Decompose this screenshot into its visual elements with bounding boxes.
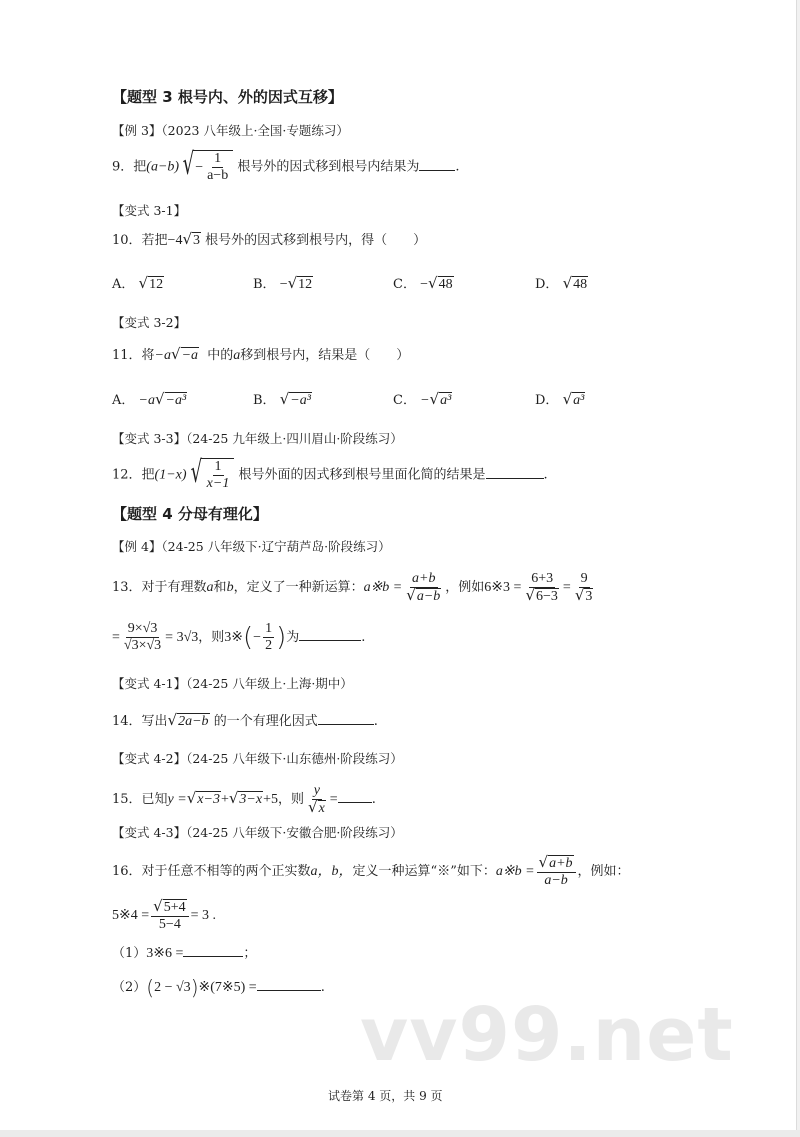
numerator: 1 [265, 621, 273, 636]
variant-4-3-tag: 【变式 4-3】（24-25 八年级下·安徽合肥·阶段练习） [112, 825, 403, 840]
option-label: D． [535, 277, 559, 292]
numerator: a+b [412, 570, 436, 586]
denominator: 5−4 [158, 916, 181, 932]
watermark: vv99.net [360, 992, 734, 1078]
variable: b [226, 580, 234, 595]
question-text: ，则 [198, 630, 225, 645]
option-d[interactable]: D． √ a³ [535, 390, 585, 408]
variant-3-3-tag: 【变式 3-3】（24-25 九年级上·四川眉山·阶段练习） [112, 431, 403, 446]
option-label: A． [112, 277, 135, 292]
radicand: −a [181, 348, 199, 363]
question-number: 10．若把 [112, 233, 168, 248]
question-number: 16．对于任意不相等的两个正实数 [112, 864, 311, 879]
question-number: 9．把 [112, 159, 147, 175]
sign: − [420, 277, 428, 292]
radicand: 3−x [239, 792, 263, 807]
coefficient: −a [154, 348, 171, 363]
numerator: 6+3 [531, 570, 554, 586]
question-number: 15．已知 [112, 792, 168, 807]
example-3-tag: 【例 3】（2023 八年级上·全国·专题练习） [112, 123, 349, 138]
radicand: 12 [298, 277, 313, 292]
denominator: 2 [265, 638, 273, 653]
radicand: a−b [416, 588, 441, 604]
variant-3-1-tag: 【变式 3-1】 [112, 203, 187, 218]
denominator: a−b [207, 168, 229, 183]
option-b[interactable]: B． − √ 12 [253, 274, 313, 292]
factor: (1−x) [154, 467, 187, 483]
page-footer: 试卷第 4 页，共 9 页 [328, 1089, 443, 1103]
question-text: 根号外的因式移到根号内，得（ ） [205, 233, 427, 248]
radicand: 12 [149, 277, 164, 292]
radical: √ 3 [182, 230, 201, 248]
question-text: 移到根号内，结果是（ ） [240, 348, 410, 363]
coefficient: −4 [167, 233, 183, 248]
right-paren: ) [190, 975, 199, 1000]
question-16-line-2: 5※4 = √ 5+4 5−4 = 3 . [112, 896, 217, 932]
question-text: 定义一种运算“※”如下： [352, 864, 496, 879]
expression: (7※5) = [210, 980, 257, 995]
question-16-part-1 [112, 942, 256, 963]
radicand: a³ [573, 393, 585, 408]
numerator: 9 [580, 570, 588, 586]
radicand: 2a−b [178, 714, 209, 729]
question-11 [112, 347, 409, 365]
example-lhs: 6※3 = [484, 580, 522, 595]
numerator: 1 [214, 459, 222, 474]
option-d[interactable]: D． √ 48 [535, 274, 588, 292]
denominator: x−1 [206, 476, 230, 491]
question-10 [112, 232, 426, 250]
answer-blank[interactable] [486, 464, 544, 479]
result: = 3 . [190, 908, 217, 923]
section-heading-4: 【题型 4 分母有理化】 [112, 505, 268, 523]
question-text: 为 [286, 630, 300, 645]
question-12 [112, 455, 548, 493]
question-text: ，例如 [445, 580, 485, 595]
question-13-line-2 [112, 616, 365, 660]
period: . [543, 467, 548, 483]
period: . [371, 792, 376, 807]
part-label: （2） [112, 980, 147, 995]
radical: √ −a [171, 345, 199, 363]
radical: √ $\frac{1}{x-1}$ [187, 458, 235, 492]
radicand: 48 [573, 277, 588, 292]
option-c[interactable]: C． − √ a³ [393, 390, 452, 408]
question-text: 中的 [207, 348, 234, 363]
variant-4-2-tag: 【变式 4-2】（24-25 八年级下·山东德州·阶段练习） [112, 751, 403, 766]
period: . [320, 980, 325, 995]
operation: 3※ [224, 630, 244, 645]
conjunction: 和 [213, 580, 227, 595]
answer-blank[interactable] [299, 626, 361, 641]
right-paren: ) [276, 622, 287, 653]
radical: √ − $\frac{1}{a-b}$ [179, 150, 233, 184]
expression: 2 − √3 [154, 980, 191, 995]
question-text: ，则 [278, 792, 305, 807]
variant-3-2-tag: 【变式 3-2】 [112, 315, 187, 330]
numerator: y [313, 782, 321, 798]
left-paren: ( [243, 622, 254, 653]
question-number: 12．把 [112, 467, 155, 483]
answer-blank[interactable] [419, 156, 455, 171]
result: = 3√3 [165, 630, 199, 645]
option-a[interactable]: A． √ 12 [112, 274, 164, 292]
section-heading-3: 【题型 3 根号内、外的因式互移】 [112, 88, 343, 106]
question-text: 的一个有理化因式 [213, 714, 318, 729]
expression: 3※6 = [146, 946, 184, 961]
constant: +5 [263, 792, 278, 807]
option-label: D． [535, 393, 559, 408]
radicand: a³ [440, 393, 452, 408]
factor: (a−b) [146, 159, 180, 175]
option-label: C． [393, 393, 416, 408]
equals: = [112, 630, 120, 645]
variables: a，b， [310, 864, 353, 879]
variable: a [233, 348, 241, 363]
viewer-bottom-edge [0, 1130, 800, 1137]
denominator: a−b [544, 872, 568, 888]
variant-4-1-tag: 【变式 4-1】（24-25 八年级上·上海·期中） [112, 676, 353, 691]
radicand: x [318, 800, 325, 816]
example-lhs: 5※4 = [112, 908, 150, 923]
question-14: 14．写出 √ 2a−b 的一个有理化因式 . [112, 711, 378, 729]
radicand: 48 [438, 277, 453, 292]
option-label: B． [253, 393, 276, 408]
period: . [455, 159, 460, 175]
option-b[interactable]: B． √ −a³ [253, 390, 311, 408]
sign: −a [138, 393, 155, 408]
question-9 [112, 147, 460, 185]
question-16-line-1: 16．对于任意不相等的两个正实数a，b，定义一种运算“※”如下：a※b = √ a+b a−b ，例如： [112, 852, 630, 888]
question-text: ，例如： [577, 864, 630, 879]
lhs: y = [167, 792, 187, 807]
equals: = [329, 792, 338, 807]
variable: a [206, 580, 214, 595]
part-label: （1） [112, 946, 147, 961]
question-text: ，定义了一种新运算： [233, 580, 364, 595]
plus: + [220, 792, 229, 807]
denominator: √3×√3 [123, 638, 162, 653]
option-label: A． [112, 393, 135, 408]
numerator: 9×√3 [127, 621, 158, 636]
period: . [361, 630, 366, 645]
answer-blank[interactable] [183, 942, 243, 957]
radicand: a+b [549, 855, 573, 871]
minus-sign: − [195, 159, 204, 175]
radicand: 6−3 [536, 588, 558, 604]
option-a[interactable]: A． −a √ −a³ [112, 390, 187, 408]
radicand: −a³ [290, 393, 311, 408]
option-label: B． [253, 277, 276, 292]
punctuation: ； [243, 946, 257, 961]
question-number: 14．写出 [112, 714, 168, 729]
definition-lhs: a※b = [495, 864, 535, 879]
question-16-part-2 [112, 976, 325, 998]
equals: = [562, 580, 571, 595]
period: . [373, 714, 378, 729]
question-13-line-1: 13．对于有理数a和b，定义了一种新运算：a※b = a+b √ a−b ，例如6※3 = 6+3 √ 6−3 = 9 √ 3 [112, 570, 593, 604]
question-number: 11．将 [112, 348, 155, 363]
answer-blank[interactable] [338, 788, 372, 803]
answer-blank[interactable] [257, 976, 321, 991]
option-c[interactable]: C． − √ 48 [393, 274, 453, 292]
example-4-tag: 【例 4】（24-25 八年级下·辽宁葫芦岛·阶段练习） [112, 539, 391, 554]
radicand: 3 [193, 233, 201, 248]
sign: − [279, 277, 288, 292]
question-15: 15．已知y = √ x−3 + √ 3−x +5，则 y √ x = . [112, 782, 376, 816]
question-text: 根号外面的因式移到根号里面化简的结果是 [238, 467, 486, 483]
option-label: C． [393, 277, 416, 292]
minus-sign: − [253, 630, 262, 645]
left-paren: ( [146, 975, 155, 1000]
radicand: 5+4 [163, 899, 186, 915]
answer-blank[interactable] [318, 710, 374, 725]
radicand: x−3 [197, 792, 220, 807]
sign: − [420, 393, 430, 408]
definition-lhs: a※b = [363, 580, 403, 595]
radicand: −a³ [165, 393, 187, 408]
operator: ※ [198, 980, 211, 995]
question-number: 13．对于有理数 [112, 580, 207, 595]
numerator: 1 [214, 151, 222, 166]
radicand: 3 [585, 588, 593, 604]
question-text: 根号外的因式移到根号内结果为 [237, 159, 420, 175]
